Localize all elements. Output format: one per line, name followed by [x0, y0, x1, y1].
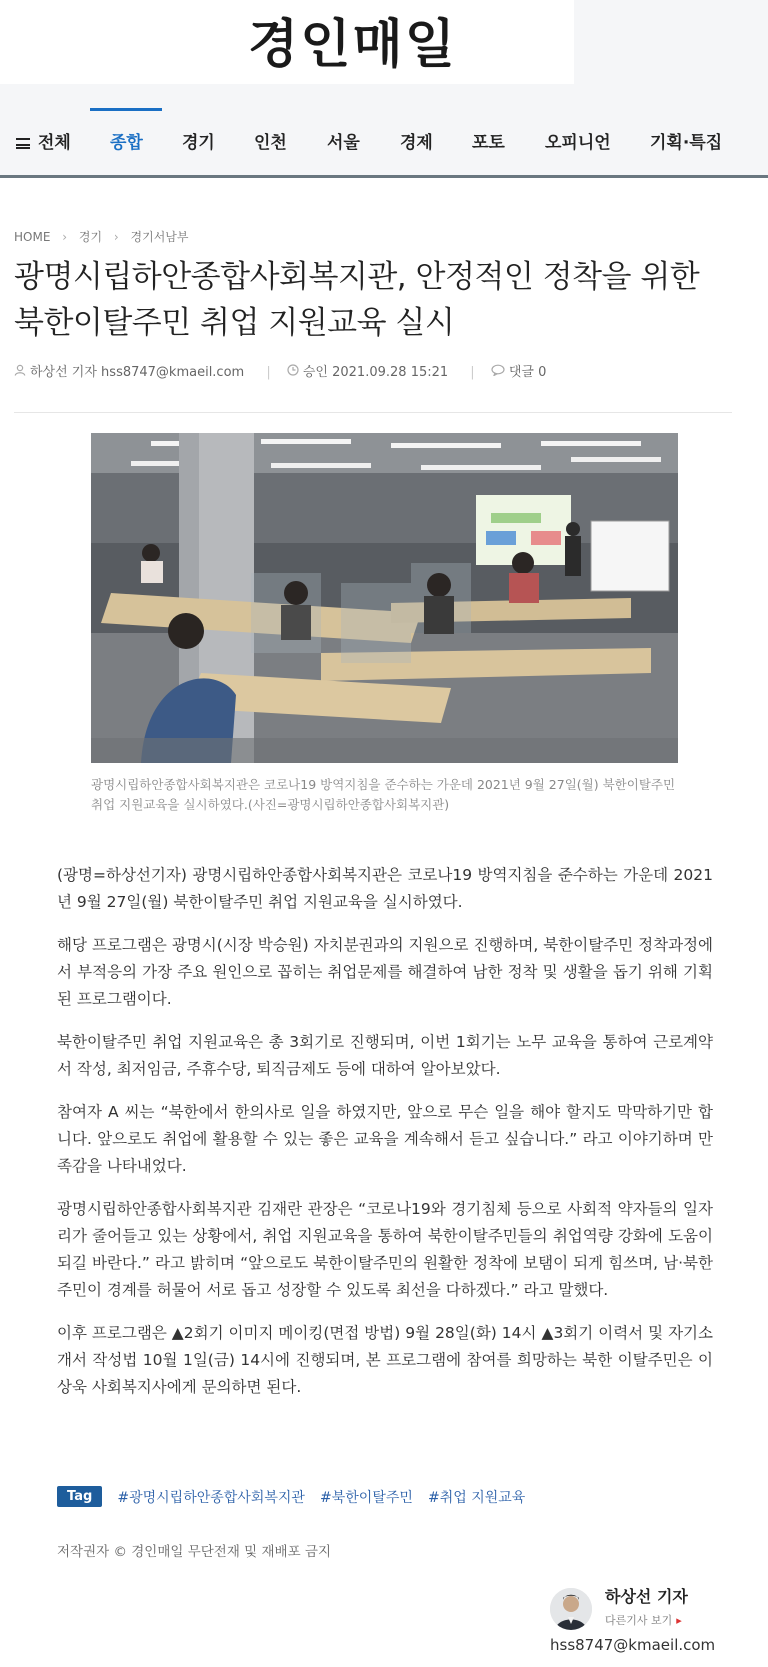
article-approved-date: 승인 2021.09.28 15:21: [302, 365, 449, 380]
nav-item-incheon[interactable]: 인천: [254, 133, 287, 153]
arrow-right-icon: ▸: [676, 1614, 682, 1627]
article-photo[interactable]: [91, 433, 678, 763]
site-header: [0, 0, 768, 178]
nav-item-opinion[interactable]: 오피니언: [545, 133, 611, 153]
nav-divider: [0, 175, 768, 178]
nav-item-general[interactable]: 종합: [110, 133, 143, 153]
article-title: [14, 254, 714, 346]
article-author[interactable]: 하상선 기자 hss8747@kmaeil.com: [30, 365, 245, 380]
nav-item-feature[interactable]: 기획·특집: [650, 133, 723, 153]
breadcrumb-section[interactable]: 경기: [78, 230, 103, 244]
reporter-avatar[interactable]: [550, 1588, 592, 1630]
copyright-notice: 저작권자 © 경인매일 무단전재 및 재배포 금지: [57, 1544, 331, 1560]
article-paragraph: (광명=하상선기자) 광명시립하안종합사회복지관은 코로나19 방역지침을 준수하는 가운데 2021년 9월 27일(월) 북한이탈주민 취업 지원교육을 실시하였다.: [57, 866, 713, 911]
tag-badge: Tag: [57, 1486, 102, 1507]
article-title-line2: 북한이탈주민 취업 지원교육 실시: [14, 305, 455, 341]
nav-active-indicator: [90, 108, 162, 111]
article-body: [57, 862, 713, 1417]
nav-item-seoul[interactable]: 서울: [327, 133, 360, 153]
tag-link[interactable]: #북한이탈주민: [320, 1489, 413, 1506]
nav-all-menu[interactable]: 전체: [16, 128, 71, 153]
tag-link[interactable]: #취업 지원교육: [427, 1489, 526, 1506]
tag-link[interactable]: #광명시립하안종합사회복지관: [117, 1489, 305, 1506]
tag-list: [57, 1486, 525, 1507]
article-paragraph: 광명시립하안종합사회복지관 김재란 관장은 “코로나19와 경기침체 등으로 사회적 약자들의 일자리가 줄어들고 있는 상황에서, 취업 지원교육을 통하여 북한이탈주민들의 취업역량 강화에 도움이 되길 바란다.” 라고 밝히며 “앞으로도 북한이탈주민의 원활한 정착에 보탬이 되게 힘쓰며, 남·북한 주민이 경계를 허물어 서로 돕고 성장할 수 있도록 최선을 다하겠다.” 라고 말했다.: [57, 1200, 713, 1299]
logo-area: [0, 0, 574, 84]
breadcrumb-subsection[interactable]: 경기서남부: [130, 230, 189, 244]
article-paragraph: 해당 프로그램은 광명시(시장 박승원) 자치분권과의 지원으로 진행하며, 북한이탈주민 정착과정에서 부적응의 가장 주요 원인으로 꼽히는 취업문제를 해결하여 남한 정착 및 생활을 돕기 위해 기획된 프로그램이다.: [57, 936, 713, 1008]
user-icon: [14, 364, 26, 380]
nav-item-gyeonggi[interactable]: 경기: [182, 133, 215, 153]
reporter-name: 하상선 기자: [605, 1587, 688, 1606]
header-rule: [14, 412, 732, 413]
chevron-right-icon: ›: [62, 230, 68, 244]
comment-icon: [491, 364, 505, 380]
article-paragraph: 참여자 A 씨는 “북한에서 한의사로 일을 하였지만, 앞으로 무슨 일을 해야 할지도 막막하기만 합니다. 앞으로도 취업에 활용할 수 있는 좋은 교육을 계속해서 듣고 싶습니다.” 라고 이야기하며 만족감을 나타내었다.: [57, 1103, 713, 1175]
clock-icon: [287, 364, 299, 380]
nav-item-photo[interactable]: 포토: [472, 133, 505, 153]
chevron-right-icon: ›: [113, 230, 119, 244]
reporter-more-link[interactable]: 다른기사 보기 ▸: [605, 1614, 682, 1627]
nav-item-economy[interactable]: 경제: [400, 133, 433, 153]
hamburger-icon: [16, 138, 30, 149]
article-meta: [14, 361, 552, 380]
meta-divider: |: [470, 365, 475, 380]
main-nav: [0, 108, 768, 176]
photo-caption: 광명시립하안종합사회복지관은 코로나19 방역지침을 준수하는 가운데 2021년 9월 27일(월) 북한이탈주민 취업 지원교육을 실시하였다.(사진=광명시립하안종합사회복지관): [91, 777, 676, 812]
breadcrumb: [14, 228, 197, 245]
breadcrumb-home[interactable]: HOME: [14, 230, 51, 244]
article-paragraph: 북한이탈주민 취업 지원교육은 총 3회기로 진행되며, 이번 1회기는 노무 교육을 통하여 근로계약서 작성, 최저임금, 주휴수당, 퇴직금제도 등에 대하여 알아보았다.: [57, 1033, 713, 1078]
article-title-line1: 광명시립하안종합사회복지관, 안정적인 정착을 위한: [14, 259, 700, 295]
reporter-email[interactable]: hss8747@kmaeil.com: [550, 1636, 716, 1654]
reporter-card: [550, 1580, 750, 1660]
article-paragraph: 이후 프로그램은 ▲2회기 이미지 메이킹(면접 방법) 9월 28일(화) 14시 ▲3회기 이력서 및 자기소개서 작성법 10월 1일(금) 14시에 진행되며, 본 프로그램에 참여를 희망하는 북한 이탈주민은 이상욱 사회복지사에게 문의하면 된다.: [57, 1324, 713, 1396]
site-logo[interactable]: 경인매일: [248, 15, 457, 75]
classroom-photo: [91, 433, 678, 763]
article-comments[interactable]: 댓글 0: [508, 365, 547, 380]
meta-divider: |: [266, 365, 271, 380]
